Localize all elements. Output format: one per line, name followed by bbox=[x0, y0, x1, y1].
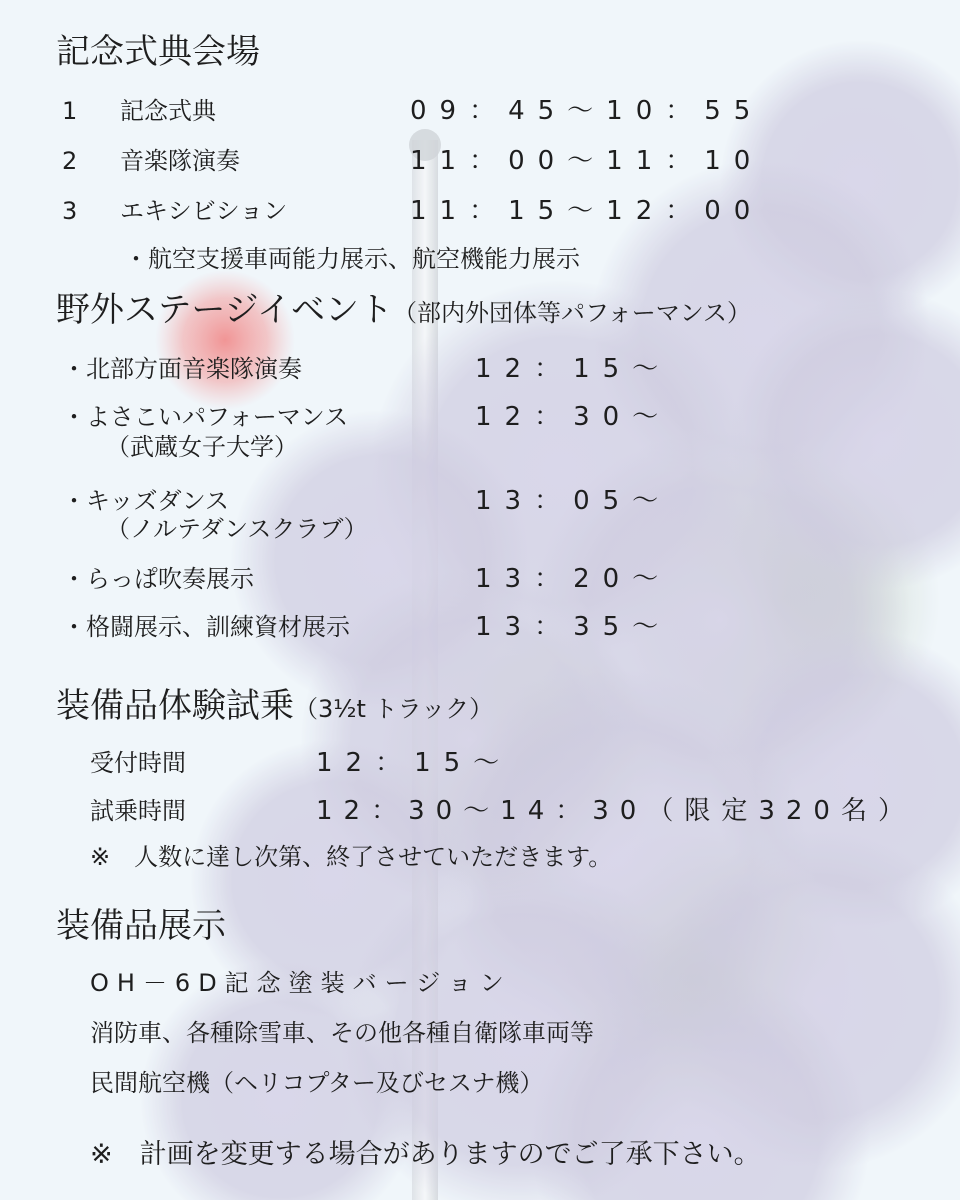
stage-item-label: ・よさこいパフォーマンス bbox=[62, 403, 349, 431]
ceremony-item-number: 1 bbox=[62, 97, 78, 125]
stage-item-label: ・格闘展示、訓練資材展示 bbox=[62, 613, 350, 641]
ride-time-value: 12：30～14：30（限定320名） bbox=[316, 796, 915, 826]
stage-item-time: 13：20～ bbox=[475, 564, 672, 594]
ceremony-item-time: 11：15～12：00 bbox=[410, 196, 764, 226]
stage-item-label: ・キッズダンス bbox=[62, 487, 230, 515]
capacity-note: ※ 人数に達し次第、終了させていただきます。 bbox=[90, 843, 613, 871]
ceremony-item-time: 11：00～11：10 bbox=[410, 146, 764, 176]
stage-item-sub: （ノルテダンスクラブ） bbox=[106, 515, 368, 543]
ride-experience-subtitle: （3½t トラック） bbox=[294, 695, 494, 723]
reception-time-value: 12：15～ bbox=[316, 748, 513, 778]
ceremony-item-number: 3 bbox=[62, 197, 78, 225]
ceremony-item-label: 記念式典 bbox=[120, 97, 216, 125]
stage-item-sub: （武蔵女子大学） bbox=[106, 433, 298, 461]
stage-item-time: 13：35～ bbox=[475, 612, 672, 642]
stage-item-time: 12：15～ bbox=[475, 354, 672, 384]
equipment-display-heading: 装備品展示 bbox=[56, 906, 226, 946]
ceremony-item-number: 2 bbox=[62, 147, 78, 175]
ride-experience-title: 装備品体験試乗 bbox=[56, 686, 294, 726]
equipment-item: OH－6D記念塗装バージョン bbox=[90, 969, 512, 997]
ceremony-item-label: 音楽隊演奏 bbox=[120, 147, 240, 175]
ride-time-label: 試乗時間 bbox=[90, 797, 186, 825]
reception-time-label: 受付時間 bbox=[90, 749, 186, 777]
plan-change-notice: ※ 計画を変更する場合がありますのでご了承下さい。 bbox=[90, 1139, 761, 1170]
stage-item-time: 13：05～ bbox=[475, 486, 672, 516]
ceremony-item-label: エキシビション bbox=[120, 197, 288, 225]
ride-experience-heading bbox=[56, 686, 493, 729]
outdoor-stage-heading bbox=[56, 290, 751, 333]
exhibition-note: ・航空支援車両能力展示、航空機能力展示 bbox=[124, 245, 580, 273]
ceremony-item-time: 09：45～10：55 bbox=[410, 96, 764, 126]
equipment-item: 消防車、各種除雪車、その他各種自衛隊車両等 bbox=[90, 1019, 594, 1047]
stage-item-label: ・らっぱ吹奏展示 bbox=[62, 565, 254, 593]
stage-item-time: 12：30～ bbox=[475, 402, 672, 432]
ceremony-venue-heading: 記念式典会場 bbox=[56, 32, 260, 72]
stage-item-label: ・北部方面音楽隊演奏 bbox=[62, 355, 302, 383]
equipment-item: 民間航空機（ヘリコプター及びセスナ機） bbox=[90, 1069, 544, 1097]
outdoor-stage-title: 野外ステージイベント bbox=[56, 290, 393, 330]
outdoor-stage-subtitle: （部内外団体等パフォーマンス） bbox=[392, 299, 752, 327]
